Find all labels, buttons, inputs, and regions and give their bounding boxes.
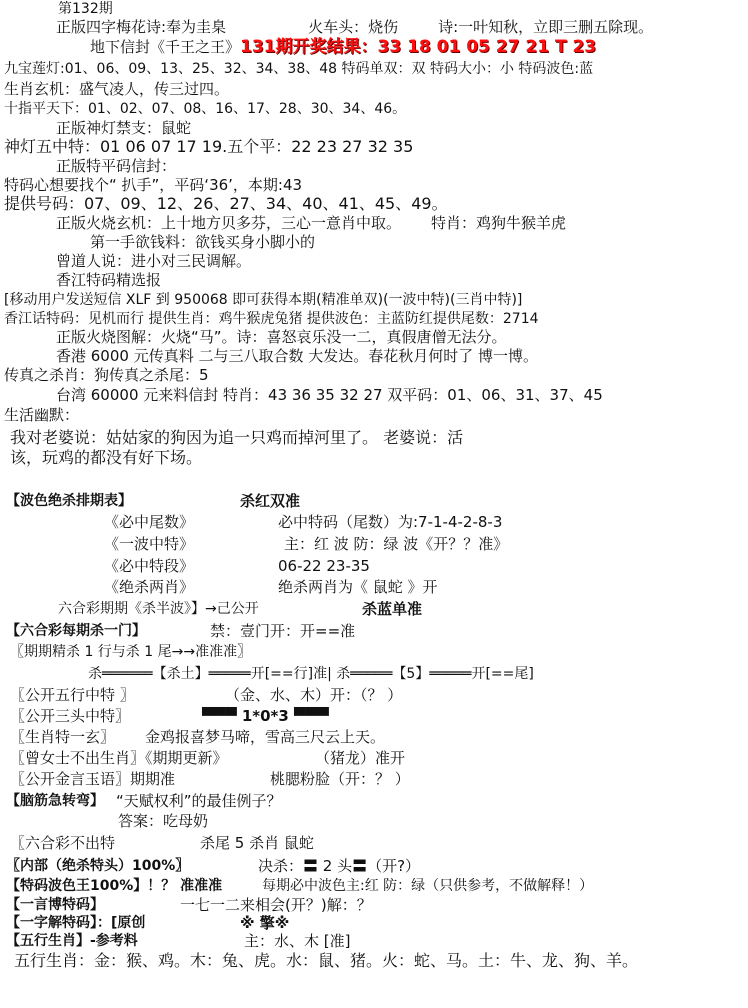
- plum-poem: 正版四字梅花诗:奉为圭臬: [56, 18, 227, 36]
- yibo-value: 主：红 波 防：绿 波《开？？准》: [284, 535, 509, 553]
- zengnvshi-value: （猪龙）准开: [315, 749, 406, 767]
- humor-title: 生活幽默：: [4, 406, 80, 424]
- joke-line-2: 该，玩鸡的都没有好下场。: [10, 448, 203, 467]
- huoshao-xuanji: 正版火烧玄机：上十地方贝多芬，三心一意肖中取。: [56, 214, 402, 232]
- huoshao-xuanji-line: [56, 214, 566, 232]
- bose-title: 【波色绝杀排期表】: [6, 493, 132, 509]
- zengdao-line: 曾道人说：进小对三民调解。: [56, 252, 252, 270]
- tepingma-envelope: 正版特平码信封：: [56, 157, 177, 175]
- yixuan-value: 金鸡报喜梦马啼，雪高三尺云上天。: [145, 728, 386, 746]
- jingsha-line: 〖期期精杀 1 行与杀 1 尾→→准准准〗: [10, 644, 252, 660]
- sms-promo: [移动用户发送短信 XLF 到 950068 即可获得本期(精准单双)(一波中特)(三肖中特)]: [4, 292, 523, 308]
- jinyan-key: 〖公开金言玉语〗期期准: [10, 770, 176, 788]
- teduan-key: 《必中特段》: [104, 557, 195, 575]
- buchute-value: 杀尾 5 杀肖 鼠蛇: [200, 834, 314, 852]
- issue-number: 第132期: [58, 1, 113, 17]
- sha-row: 杀══════【杀土】═════开[==行]准| 杀═════【5】═════开[==尾]: [88, 666, 534, 682]
- teduan-value: 06-22 23-35: [278, 557, 370, 575]
- banbo-line: 六合彩期期《杀半波》】→己公开: [58, 601, 259, 617]
- juesha-key: 《绝杀两肖》: [104, 578, 195, 596]
- result-line: [90, 38, 596, 56]
- zengnvshi-key: 〖曾女士不出生肖〗《期期更新》: [10, 749, 228, 767]
- naojin-value: “天赋权利”的最佳例子？: [116, 792, 282, 810]
- shengxiao-xuanji: 生肖玄机：盛气凌人，传三过四。: [4, 80, 230, 98]
- previous-result: 131期开奖结果：33 18 01 05 27 21 T 23: [240, 37, 597, 57]
- naojin-key: 【脑筋急转弯】: [6, 793, 104, 809]
- xiangjiang-line: 香江话特码：见机而行 提供生肖：鸡牛猴虎兔猪 提供波色：主蓝防红提供尾数：2714: [4, 311, 539, 327]
- neibu-value: 决杀：〓 2 头〓（开?）: [258, 857, 421, 875]
- naojin-answer: 答案：吃母奶: [118, 812, 209, 830]
- wuxing-value: （金、水、木）开：（？ ）: [225, 686, 403, 704]
- wuxing-key: 〖公开五行中特 〗: [10, 686, 135, 704]
- train-head: 火车头：烧伤: [308, 18, 399, 36]
- yizi-key: 【一字解特码】：[原创: [6, 915, 146, 931]
- shayimen-key: 【六合彩每期杀一门】: [6, 623, 146, 639]
- poem-text: 诗:一叶知秋，立即三删五除现。: [438, 18, 654, 36]
- xinxiang-line: 特码心想要找个“ 扒手”，平码‘36’，本期:43: [4, 176, 303, 194]
- diyishou-line: 第一手欲钱料：欲钱买身小脚小的: [90, 233, 316, 251]
- hk6000-line: 香港 6000 元传真料 二与三八取合数 大发达。春花秋月何时了 博一博。: [56, 347, 539, 365]
- yibo-key: 《一波中特》: [104, 535, 195, 553]
- neibu-key: 〖内部（绝杀特头）100%〗: [6, 858, 190, 874]
- buchute-key: 〖六合彩不出特: [10, 834, 116, 852]
- bizhong-weishu-key: 《必中尾数》: [104, 513, 195, 531]
- santou-value: ▀▀▀ 1*0*3 ▀▀▀: [202, 707, 329, 725]
- huoshao-tujie: 正版火烧图解：火烧“马”。诗：喜怒哀乐没一二，真假唐僧无法分。: [56, 328, 507, 346]
- jinyan-value: 桃腮粉脸（开：？ ）: [270, 770, 410, 788]
- yizi-value: ※ 擎※: [240, 914, 290, 932]
- shizhi-line: 十指平天下：01、02、07、08、16、17、28、30、34、46。: [4, 101, 407, 117]
- juesha-value: 绝杀两肖为《 鼠蛇 》开: [278, 578, 438, 596]
- shendeng-line: 神灯五中特：01 06 07 17 19.五个平：22 23 27 32 35: [4, 137, 414, 156]
- tigong-haoma: 提供号码：07、09、12、26、27、34、40、41、45、49。: [4, 194, 448, 213]
- wuxing-shengxiao-value: 主：水、木 [准]: [244, 932, 351, 950]
- underground-envelope: 地下信封《千王之王》: [90, 38, 241, 56]
- wuxing-shengxiao-key: 【五行生肖】-参考料: [6, 933, 138, 949]
- jiubao-line: 九宝莲灯:01、06、09、13、25、32、34、38、48 特码单双：双 特码大小：小 特码波色:蓝: [4, 61, 594, 77]
- bosewang-value: 每期必中波色主:红 防：绿（只供参考，不做解释！）: [262, 878, 594, 894]
- wuxing-shengxiao-final: 五行生肖：金：猴、鸡。木：兔、虎。水：鼠、猪。火：蛇、马。土：牛、龙、狗、羊。: [14, 951, 639, 970]
- tw60000-line: 台湾 60000 元来料信封 特肖：43 36 35 32 27 双平码：01、06、31、37、45: [56, 386, 603, 404]
- joke-line-1: 我对老婆说：姑姑家的狗因为追一只鸡而掉河里了。 老婆说：活: [10, 428, 464, 447]
- plum-poem-line: [56, 18, 653, 36]
- yixuan-key: 〖生肖特一玄〗: [10, 728, 116, 746]
- bosewang-key: 【特码波色王100%】！？ 准准准: [6, 878, 223, 894]
- santou-key: 〖公开三头中特〗: [10, 707, 131, 725]
- yiyan-key: 【一言博特码】: [6, 897, 104, 913]
- bizhong-weishu-value: 必中特码（尾数）为:7-1-4-2-8-3: [278, 513, 503, 531]
- shahong-label: 杀红双准: [240, 492, 301, 510]
- xianggang-tema: 香江特码精选报: [56, 271, 162, 289]
- huoshao-texiao: 特肖：鸡狗牛猴羊虎: [431, 214, 567, 232]
- shayimen-value: 禁：壹门开：开==准: [210, 622, 356, 640]
- shendeng-jinzhi: 正版神灯禁支：鼠蛇: [56, 119, 192, 137]
- chuanzhen-line: 传真之杀肖：狗传真之杀尾：5: [4, 366, 209, 384]
- yiyan-value: 一七一二来相会(开？)解：？: [180, 896, 372, 914]
- shalan-label: 杀蓝单准: [362, 600, 423, 618]
